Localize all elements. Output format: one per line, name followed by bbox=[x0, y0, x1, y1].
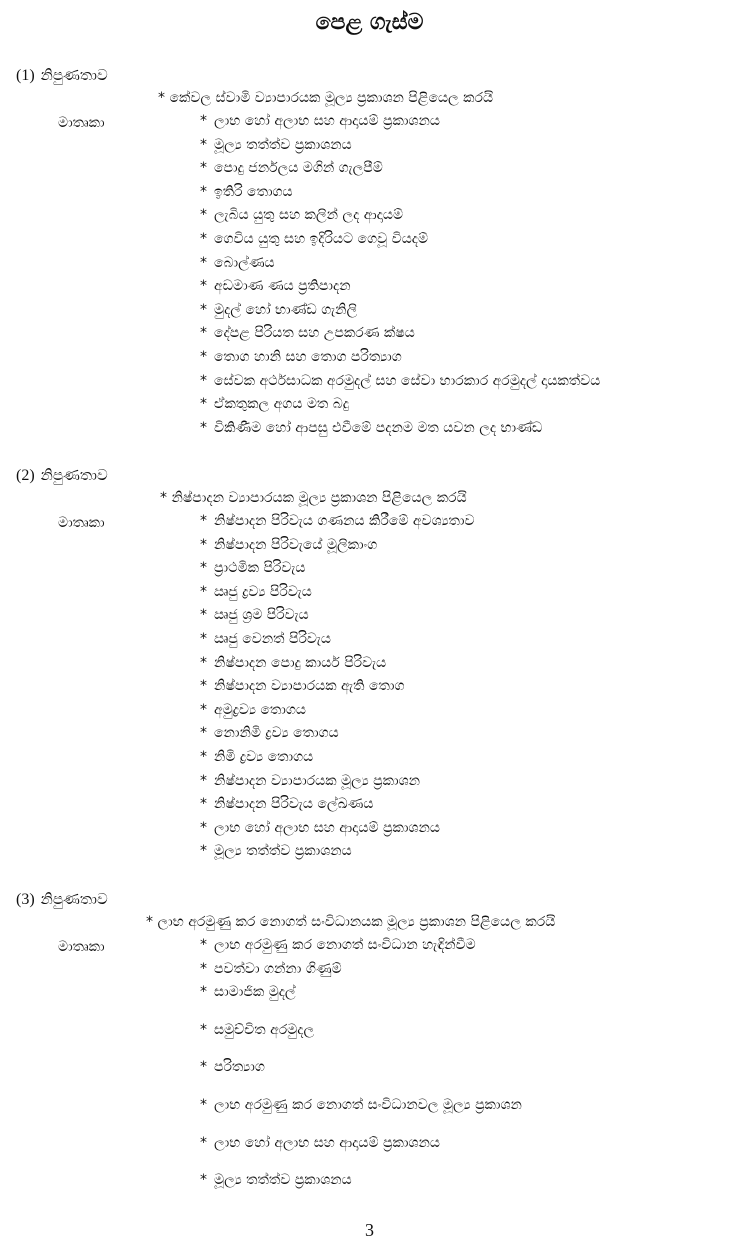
topic-item: * ඍජු වෙනත් පිරිවැය bbox=[200, 630, 331, 647]
topic-item: * නිෂ්පාදන පිරිවැයේ මූලිකාංග bbox=[200, 536, 378, 553]
competency-objective: * කේවල ස්වාමි ව්‍යාපාරයක මූල්‍ය ප්‍රකාශන පිළියෙල කරයි bbox=[158, 90, 494, 106]
topic-item: * ලාභ හෝ අලාභ සහ ආදායම් ප්‍රකාශනය bbox=[200, 819, 440, 836]
topic-item: * විකිණීම හෝ ආපසු එවීමේ පදනම මත යවන ලද භාණ්ඩ bbox=[200, 419, 543, 436]
topic-item: * මුදල් හෝ භාණ්ඩ ගැනිලි bbox=[200, 301, 358, 318]
topics-label: මාතෘකා bbox=[58, 939, 105, 955]
topic-item: * මූල්‍ය තත්ත්ව ප්‍රකාශනය bbox=[200, 843, 352, 860]
topics-label: මාතෘකා bbox=[58, 115, 105, 131]
topic-list bbox=[200, 110, 600, 440]
section-number: (3) bbox=[16, 891, 35, 908]
competency-objective: * ලාභ අරමුණු කර නොගත් සංවිධානයක මූල්‍ය ප්‍රකාශන පිළියෙල කරයි bbox=[146, 914, 556, 930]
topic-item: * අඩමාණ ණය ප්‍රතිපාදන bbox=[200, 278, 351, 295]
topic-item: * නිෂ්පාදන පොදු කාර්ය පිරිවැය bbox=[200, 654, 387, 671]
topic-item: * පවත්වා ගන්නා ගිණුම් bbox=[200, 960, 342, 977]
topic-list bbox=[200, 934, 522, 1193]
competency-objective: * නිෂ්පාදන ව්‍යාපාරයක මූල්‍ය ප්‍රකාශන පිළියෙල කරයි bbox=[160, 490, 467, 506]
topic-item: * නිෂ්පාදන පිරිවැය ගණනය කිරීමේ අවශ්‍යතාව bbox=[200, 513, 475, 529]
section-number: (2) bbox=[16, 467, 35, 484]
topic-item: * ඍජු ද්‍රව්‍ය පිරිවැය bbox=[200, 583, 312, 600]
topics-label: මාතෘකා bbox=[58, 515, 105, 531]
topic-item: * ඍජු ශ්‍රම පිරිවැය bbox=[200, 607, 309, 624]
topic-item: * ප්‍රාථමික පිරිවැය bbox=[200, 560, 306, 577]
section-heading-text: නිපුණතාව bbox=[40, 466, 108, 484]
topic-item: * අමුද්‍රව්‍ය තොගය bbox=[200, 701, 306, 718]
topic-item: * නිමි ද්‍රව්‍ය තොගය bbox=[200, 748, 314, 765]
topic-item: * ඉතිරි තොගය bbox=[200, 183, 293, 200]
topic-item: * බොල්ණය bbox=[200, 254, 275, 271]
topic-item: * ගෙවිය යුතු සහ ඉදිරියට ගෙවූ වියදම් bbox=[200, 230, 429, 247]
page-title: පෙළ ගැස්ම bbox=[315, 10, 424, 35]
topic-item: * තොග හානි සහ තොග පරිත්‍යාග bbox=[200, 348, 402, 365]
topic-item: * නිෂ්පාදන ව්‍යාපාරයක ඇති තොග bbox=[200, 678, 405, 695]
page-number: 3 bbox=[365, 1220, 374, 1240]
topic-item: * සේවක අර්ථසාධක අරමුදල් සහ සේවා භාරකාර අරමුදල් දායකත්වය bbox=[200, 372, 601, 389]
topic-item: * ලැබිය යුතු සහ කලින් ලද ආදායම් bbox=[200, 207, 404, 224]
section-heading bbox=[16, 66, 108, 85]
section-heading-text: නිපුණතාව bbox=[40, 66, 108, 84]
section-heading bbox=[16, 466, 108, 485]
topic-item: * දේපළ පිරියත සහ උපකරණ ක්ෂය bbox=[200, 325, 415, 342]
topic-item: * ලාභ හෝ අලාභ සහ ආදායම් ප්‍රකාශනය bbox=[200, 113, 440, 129]
topic-item: * ඒකතුකල අගය මත බදු bbox=[200, 396, 349, 413]
topic-item: * ලාභ හෝ අලාභ සහ ආදායම් ප්‍රකාශනය bbox=[200, 1134, 440, 1151]
topic-item: * නිෂ්පාදන ව්‍යාපාරයක මූල්‍ය ප්‍රකාශන bbox=[200, 772, 421, 789]
section-heading-text: නිපුණතාව bbox=[40, 890, 108, 908]
topic-item: * නොනිමි ද්‍රව්‍ය තොගය bbox=[200, 725, 339, 742]
topic-item: * සමුච්චිත අරමුදල bbox=[200, 1021, 315, 1038]
topic-list bbox=[200, 510, 475, 864]
topic-item: * මූල්‍ය තත්ත්ව ප්‍රකාශනය bbox=[200, 1172, 352, 1189]
section-number: (1) bbox=[16, 67, 35, 84]
section-heading bbox=[16, 890, 108, 909]
topic-item: * මූල්‍ය තත්ත්ව ප්‍රකාශනය bbox=[200, 136, 352, 153]
topic-item: * පොදු ජර්නලය මගින් ගැලපීම් bbox=[200, 160, 383, 177]
topic-item: * ලාභ අරමුණු කර නොගත් සංවිධානවල මූල්‍ය ප්‍රකාශන bbox=[200, 1096, 522, 1113]
topic-item: * සාමාජික මුදල් bbox=[200, 984, 296, 1001]
topic-item: * නිෂ්පාදන පිරිවැය ලේඛණය bbox=[200, 796, 374, 813]
topic-item: * පරිත්‍යාග bbox=[200, 1059, 265, 1076]
topic-item: * ලාභ අරමුණු කර නොගත් සංවිධාන හැඳින්වීම bbox=[200, 937, 476, 953]
